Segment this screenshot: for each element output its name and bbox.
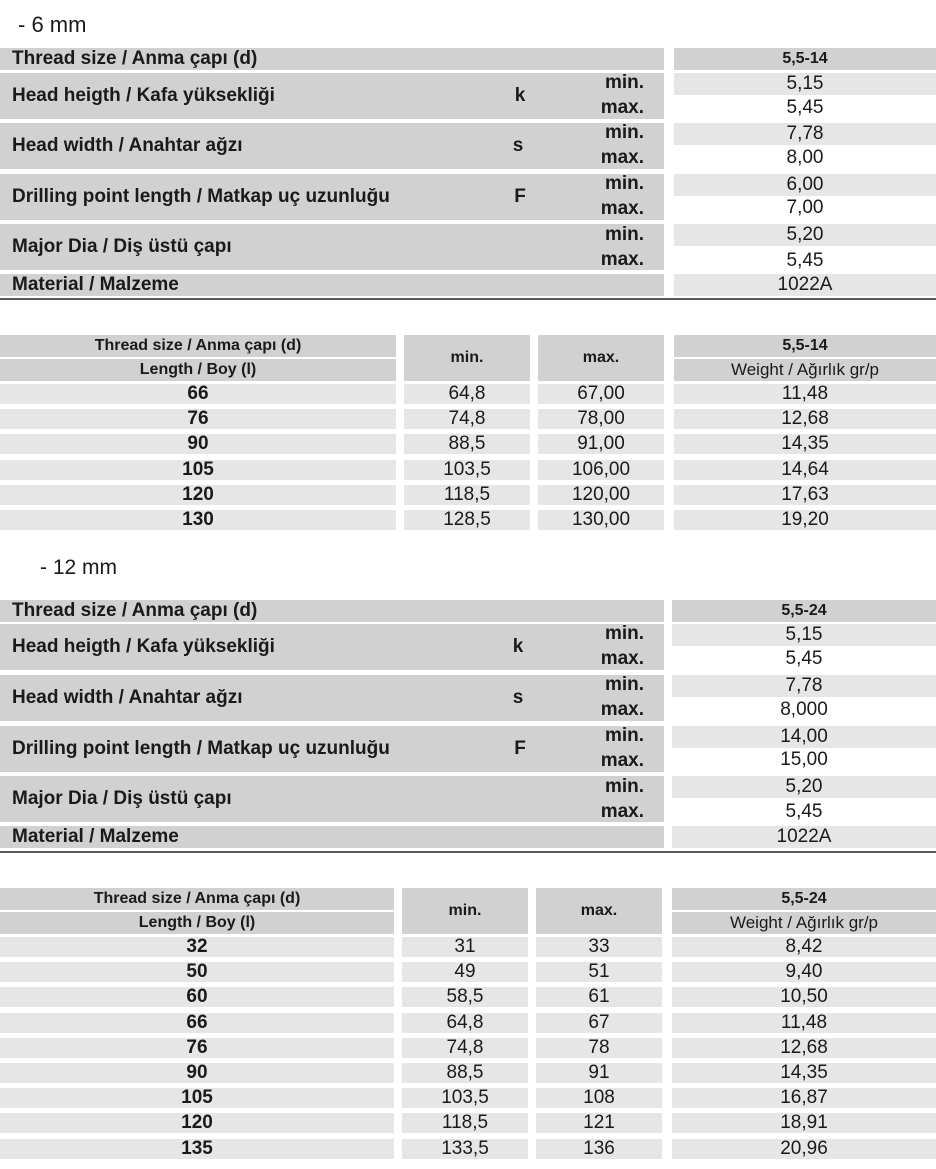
head-height-symbol: k: [512, 636, 524, 657]
head-height-min: 5,15: [674, 73, 936, 95]
weight-header: Weight / Ağırlık gr/p: [672, 912, 936, 934]
row-min-cell: 103,5: [404, 460, 530, 480]
row-max-cell: 91: [536, 1063, 662, 1083]
row-max-cell: 121: [536, 1113, 662, 1133]
major-dia-max: 5,45: [672, 801, 936, 823]
row-min-cell: 31: [402, 937, 528, 957]
material-label: Material / Malzeme: [0, 274, 664, 296]
major-dia-label: Major Dia / Diş üstü çapı: [0, 224, 664, 270]
major-dia-min: 5,20: [672, 776, 936, 798]
thread-size-label: Thread size / Anma çapı (d): [0, 600, 664, 622]
row-max-cell: 67,00: [538, 384, 664, 404]
row-weight-cell: 14,35: [674, 434, 936, 454]
row-max-cell: 106,00: [538, 460, 664, 480]
min-label: min.: [604, 224, 644, 245]
row-weight-cell: 12,68: [674, 409, 936, 429]
max-label: max.: [600, 648, 644, 669]
dimensions-table: [0, 883, 936, 1169]
row-max-cell: 108: [536, 1088, 662, 1108]
head-width-max: 8,000: [672, 699, 936, 721]
length-header: Length / Boy (l): [0, 359, 396, 381]
row-max-cell: 91,00: [538, 434, 664, 454]
drilling-point-max: 7,00: [674, 197, 936, 219]
row-min-cell: 58,5: [402, 987, 528, 1007]
max-label: max.: [600, 750, 644, 771]
row-length-cell: 90: [0, 1063, 394, 1083]
section-title: - 12 mm: [40, 556, 118, 579]
row-max-cell: 136: [536, 1139, 662, 1159]
head-height-symbol: k: [514, 85, 526, 106]
row-min-cell: 118,5: [402, 1113, 528, 1133]
drilling-point-min: 14,00: [672, 726, 936, 748]
min-label: min.: [604, 725, 644, 746]
min-label: min.: [604, 72, 644, 93]
row-min-cell: 103,5: [402, 1088, 528, 1108]
row-weight-cell: 20,96: [672, 1139, 936, 1159]
min-header: min.: [404, 335, 530, 381]
max-label: max.: [600, 198, 644, 219]
head-height-min: 5,15: [672, 624, 936, 646]
max-header: max.: [538, 335, 664, 381]
min-header: min.: [402, 888, 528, 934]
row-length-cell: 50: [0, 962, 394, 982]
min-label: min.: [604, 623, 644, 644]
row-max-cell: 78,00: [538, 409, 664, 429]
row-min-cell: 88,5: [404, 434, 530, 454]
head-height-max: 5,45: [674, 97, 936, 119]
max-label: max.: [600, 699, 644, 720]
min-label: min.: [604, 674, 644, 695]
row-weight-cell: 16,87: [672, 1088, 936, 1108]
row-length-cell: 135: [0, 1139, 394, 1159]
row-min-cell: 64,8: [402, 1013, 528, 1033]
weight-header: Weight / Ağırlık gr/p: [674, 359, 936, 381]
min-label: min.: [604, 776, 644, 797]
row-length-cell: 60: [0, 987, 394, 1007]
row-max-cell: 51: [536, 962, 662, 982]
material-value: 1022A: [674, 274, 936, 296]
row-weight-cell: 11,48: [672, 1013, 936, 1033]
drilling-point-symbol: F: [514, 738, 526, 759]
row-max-cell: 78: [536, 1038, 662, 1058]
max-label: max.: [600, 801, 644, 822]
head-width-label: Head width / Anahtar ağzı: [0, 675, 664, 721]
row-weight-cell: 14,35: [672, 1063, 936, 1083]
drilling-point-min: 6,00: [674, 174, 936, 196]
max-label: max.: [600, 147, 644, 168]
row-min-cell: 74,8: [404, 409, 530, 429]
thread-size-value: 5,5-14: [674, 48, 936, 70]
row-length-cell: 130: [0, 510, 396, 530]
row-length-cell: 120: [0, 485, 396, 505]
row-min-cell: 118,5: [404, 485, 530, 505]
row-weight-cell: 17,63: [674, 485, 936, 505]
row-weight-cell: 8,42: [672, 937, 936, 957]
head-height-label: Head heigth / Kafa yüksekliği: [0, 624, 664, 670]
row-min-cell: 74,8: [402, 1038, 528, 1058]
major-dia-label: Major Dia / Diş üstü çapı: [0, 776, 664, 822]
row-weight-cell: 18,91: [672, 1113, 936, 1133]
row-max-cell: 120,00: [538, 485, 664, 505]
row-max-cell: 61: [536, 987, 662, 1007]
section-divider: [0, 851, 936, 853]
head-width-symbol: s: [512, 687, 524, 708]
row-weight-cell: 14,64: [674, 460, 936, 480]
row-weight-cell: 9,40: [672, 962, 936, 982]
row-max-cell: 33: [536, 937, 662, 957]
drilling-point-label: Drilling point length / Matkap uç uzunluğu: [0, 174, 664, 220]
section-title: - 6 mm: [18, 12, 87, 37]
max-label: max.: [600, 249, 644, 270]
row-length-cell: 90: [0, 434, 396, 454]
row-max-cell: 130,00: [538, 510, 664, 530]
row-min-cell: 64,8: [404, 384, 530, 404]
row-length-cell: 66: [0, 384, 396, 404]
row-length-cell: 66: [0, 1013, 394, 1033]
major-dia-min: 5,20: [674, 224, 936, 246]
row-weight-cell: 11,48: [674, 384, 936, 404]
length-header: Length / Boy (l): [0, 912, 394, 934]
row-min-cell: 133,5: [402, 1139, 528, 1159]
row-length-cell: 76: [0, 409, 396, 429]
drilling-point-max: 15,00: [672, 749, 936, 771]
row-max-cell: 67: [536, 1013, 662, 1033]
size-header: 5,5-14: [674, 335, 936, 357]
material-value: 1022A: [672, 826, 936, 848]
drilling-point-label: Drilling point length / Matkap uç uzunluğu: [0, 726, 664, 772]
head-height-max: 5,45: [672, 648, 936, 670]
row-min-cell: 49: [402, 962, 528, 982]
min-label: min.: [604, 122, 644, 143]
thread-size-header: Thread size / Anma çapı (d): [0, 335, 396, 357]
row-length-cell: 105: [0, 1088, 394, 1108]
row-min-cell: 128,5: [404, 510, 530, 530]
row-weight-cell: 19,20: [674, 510, 936, 530]
row-min-cell: 88,5: [402, 1063, 528, 1083]
head-width-symbol: s: [512, 135, 524, 156]
row-weight-cell: 12,68: [672, 1038, 936, 1058]
max-label: max.: [600, 97, 644, 118]
row-length-cell: 76: [0, 1038, 394, 1058]
head-width-max: 8,00: [674, 147, 936, 169]
head-width-min: 7,78: [674, 123, 936, 145]
thread-size-value: 5,5-24: [672, 600, 936, 622]
head-width-label: Head width / Anahtar ağzı: [0, 123, 664, 169]
min-label: min.: [604, 173, 644, 194]
thread-size-header: Thread size / Anma çapı (d): [0, 888, 394, 910]
thread-size-label: Thread size / Anma çapı (d): [0, 48, 664, 70]
row-length-cell: 105: [0, 460, 396, 480]
max-header: max.: [536, 888, 662, 934]
major-dia-max: 5,45: [674, 250, 936, 272]
row-weight-cell: 10,50: [672, 987, 936, 1007]
size-header: 5,5-24: [672, 888, 936, 910]
material-label: Material / Malzeme: [0, 826, 664, 848]
head-width-min: 7,78: [672, 675, 936, 697]
head-height-label: Head heigth / Kafa yüksekliği: [0, 73, 664, 119]
row-length-cell: 32: [0, 937, 394, 957]
row-length-cell: 120: [0, 1113, 394, 1133]
drilling-point-symbol: F: [514, 186, 526, 207]
